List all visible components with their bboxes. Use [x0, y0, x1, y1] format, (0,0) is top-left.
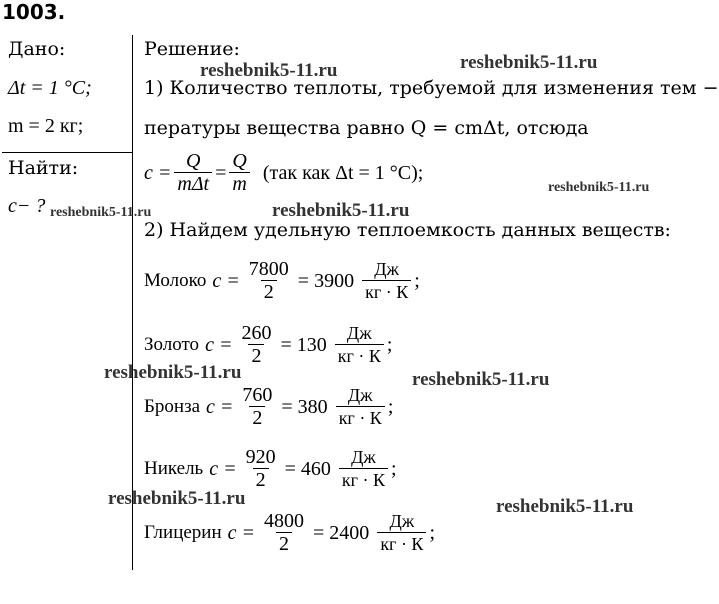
substance-name: Никель [144, 457, 204, 479]
watermark: reshebnik5-11.ru [108, 488, 246, 509]
substance-end: ; [386, 333, 393, 356]
substance-num: 4800 [264, 510, 305, 532]
substance-c: c = [212, 269, 240, 292]
substance-den: 2 [276, 532, 292, 555]
unit-fraction [335, 322, 384, 367]
substance-fraction [243, 446, 279, 491]
watermark: reshebnik5-11.ru [200, 60, 338, 81]
formula-fraction-1 [174, 150, 212, 195]
substance-name: Золото [144, 333, 200, 355]
unit-fraction [336, 384, 385, 429]
substance-num: 7800 [248, 258, 289, 280]
unit-num: Дж [389, 511, 415, 531]
problem-number: 1003. [2, 0, 66, 24]
given-mass: m = 2 кг; [8, 115, 84, 137]
substance-end: ; [387, 395, 394, 418]
substance-row-milk [144, 258, 420, 303]
substance-fraction [238, 322, 274, 367]
substance-end: ; [429, 521, 436, 544]
substance-num: 920 [245, 446, 276, 468]
unit-den: кг · К [335, 344, 384, 367]
step2-text: 2) Найдем удельную теплоемкость данных веществ: [144, 219, 671, 241]
substance-row-glycerin [144, 510, 435, 555]
substance-den: 2 [248, 344, 264, 367]
watermark: reshebnik5-11.ru [272, 200, 410, 221]
substance-c: c = [206, 395, 234, 418]
find-value: c− ? [8, 195, 46, 217]
substance-end: ; [414, 269, 420, 292]
substance-c: c = [209, 457, 237, 480]
substance-c: c = [205, 333, 233, 356]
substance-den: 2 [261, 280, 277, 303]
unit-den: кг · К [362, 280, 411, 303]
unit-fraction [339, 446, 388, 491]
substance-num: 760 [242, 384, 273, 406]
given-label: Дано: [8, 38, 66, 60]
substance-end: ; [391, 457, 397, 480]
substance-result: = 380 [281, 395, 328, 418]
step1-line2: пературы вещества равно Q = cmΔt, отсюда [144, 117, 589, 139]
substance-num: 260 [241, 322, 272, 344]
watermark: reshebnik5-11.ru [460, 52, 598, 73]
formula-note: (так как Δt = 1 °C); [262, 161, 424, 184]
formula-frac2-den: m [229, 172, 249, 195]
divider-horizontal [2, 152, 133, 153]
substance-name: Молоко [144, 269, 207, 291]
formula-fraction-2 [229, 150, 249, 195]
substance-fraction [261, 510, 307, 555]
substance-row-bronze [144, 384, 393, 429]
formula-row [144, 150, 423, 195]
substance-c: c = [227, 521, 256, 544]
formula-eq: = [215, 161, 227, 184]
formula-frac1-den: mΔt [174, 172, 212, 195]
step1-line1: 1) Количество теплоты, требуемой для изменения тем − [144, 77, 719, 99]
watermark: reshebnik5-11.ru [50, 205, 152, 220]
unit-num: Дж [346, 323, 372, 343]
solution-label: Решение: [144, 38, 240, 60]
substance-row-nickel [144, 446, 397, 491]
substance-name: Глицерин [144, 521, 222, 543]
find-label: Найти: [8, 157, 79, 179]
substance-row-gold [144, 322, 392, 367]
watermark: reshebnik5-11.ru [548, 180, 650, 195]
substance-den: 2 [253, 468, 269, 491]
substance-result: = 3900 [297, 269, 355, 292]
watermark: reshebnik5-11.ru [104, 362, 242, 383]
substance-result: = 460 [284, 457, 331, 480]
substance-result: = 2400 [313, 521, 370, 544]
substance-den: 2 [249, 406, 265, 429]
unit-fraction [377, 510, 426, 555]
unit-num: Дж [374, 259, 399, 279]
unit-fraction [362, 258, 411, 303]
substance-name: Бронза [144, 395, 201, 417]
formula-frac1-num: Q [186, 150, 201, 172]
watermark: reshebnik5-11.ru [412, 369, 550, 390]
substance-fraction [239, 384, 275, 429]
substance-result: = 130 [280, 333, 327, 356]
unit-num: Дж [347, 385, 373, 405]
unit-den: кг · К [339, 468, 388, 491]
given-delta-t: Δt = 1 °C; [8, 77, 92, 99]
unit-den: кг · К [377, 532, 426, 555]
unit-num: Дж [351, 447, 376, 467]
watermark: reshebnik5-11.ru [496, 496, 634, 517]
formula-frac2-num: Q [232, 150, 247, 172]
formula-lhs: c = [144, 161, 172, 184]
substance-fraction [246, 258, 292, 303]
unit-den: кг · К [336, 406, 385, 429]
